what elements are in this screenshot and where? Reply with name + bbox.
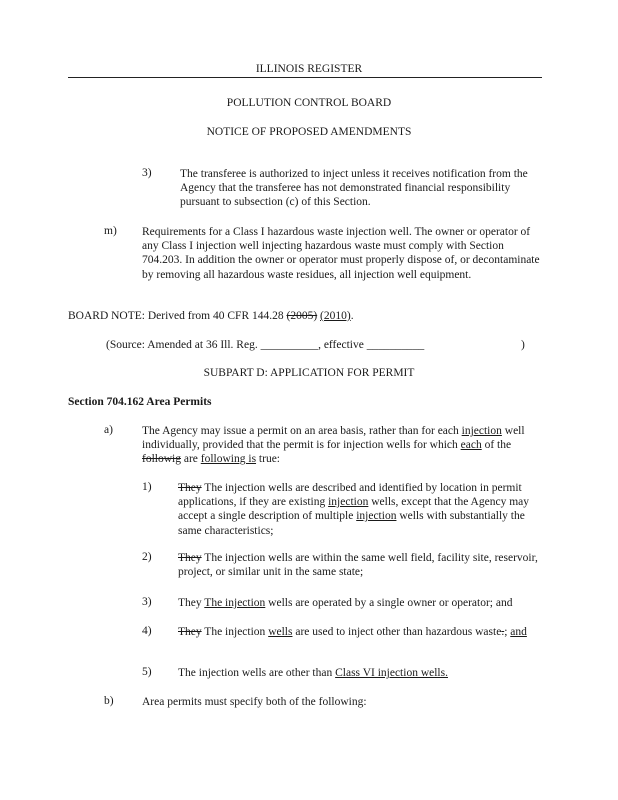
- item-number: b): [104, 695, 114, 707]
- paragraph-sub-3: They The injection wells are operated by a single owner or operator; and: [178, 597, 513, 609]
- paragraph-item-m: Requirements for a Class I hazardous waste injection well. The owner or operator of any Class I injection well injecting hazardous waste must comply with Section 704.203. In addition the owner or operator must properly dispose of, or decontaminate by removing all hazardous waste residues, all injection well equipment.: [142, 226, 540, 281]
- paragraph-sub-2: They The injection wells are within the same well field, facility site, reservoir, project, or similar unit in the same state;: [178, 552, 538, 579]
- source-line: (Source: Amended at 36 Ill. Reg. __________, effective __________: [106, 339, 425, 351]
- agency-title: POLLUTION CONTROL BOARD: [226, 97, 392, 109]
- header-rule: [68, 77, 542, 78]
- item-number: 3): [142, 167, 152, 179]
- subpart-heading: SUBPART D: APPLICATION FOR PERMIT: [203, 367, 415, 379]
- item-number: 5): [142, 666, 152, 678]
- source-close-paren: ): [521, 339, 525, 351]
- paragraph-item-3: The transferee is authorized to inject unless it receives notification from the Agency that the transferee has not demonstrated financial responsibility pursuant to subsection (c) of this Section.: [180, 168, 528, 209]
- paragraph-sub-5: The injection wells are other than Class VI injection wells.: [178, 667, 448, 679]
- item-number: a): [104, 424, 113, 436]
- paragraph-sub-1: They The injection wells are described and identified by location in permit applications, if they are existing injection wells, except that the Agency may accept a single description of multiple injection wells with substantially the same characteristics;: [178, 482, 529, 537]
- item-number: 4): [142, 625, 152, 637]
- paragraph-item-a: The Agency may issue a permit on an area basis, rather than for each injection well individually, provided that the permit is for injection wells for which each of the followig are following is true:: [142, 425, 525, 466]
- board-note: BOARD NOTE: Derived from 40 CFR 144.28 (2005) (2010).: [68, 310, 354, 322]
- register-title: ILLINOIS REGISTER: [255, 63, 363, 75]
- item-number: 3): [142, 596, 152, 608]
- paragraph-sub-4: They The injection wells are used to inject other than hazardous waste.; and: [178, 626, 527, 638]
- notice-title: NOTICE OF PROPOSED AMENDMENTS: [206, 126, 412, 138]
- section-heading: Section 704.162 Area Permits: [68, 396, 212, 408]
- paragraph-item-b: Area permits must specify both of the following:: [142, 696, 367, 708]
- item-number: m): [104, 225, 117, 237]
- item-number: 1): [142, 481, 152, 493]
- item-number: 2): [142, 551, 152, 563]
